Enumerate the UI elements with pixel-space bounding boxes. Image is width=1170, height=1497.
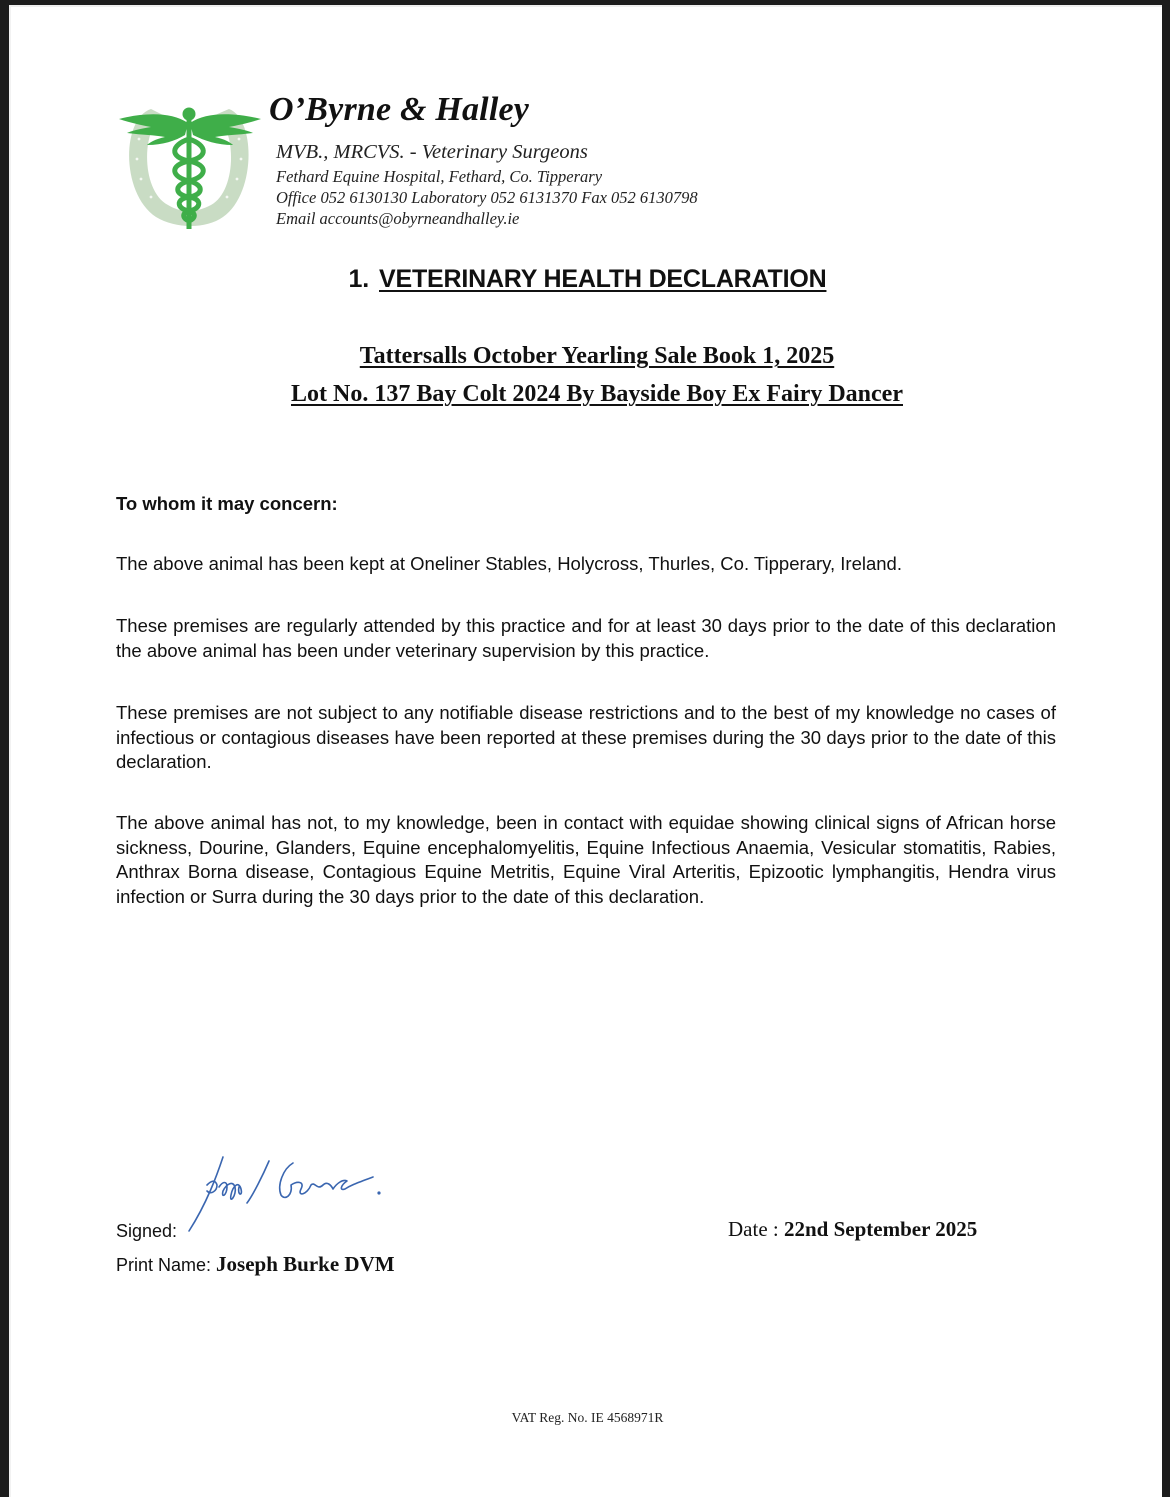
print-name-value: Joseph Burke DVM [216, 1252, 395, 1276]
signature-image [183, 1155, 403, 1235]
section-number: 1. [348, 265, 369, 293]
date-row [728, 1217, 977, 1242]
date-value: 22nd September 2025 [783, 1217, 978, 1241]
title-text: VETERINARY HEALTH DECLARATION [379, 265, 827, 293]
firm-name: O’Byrne & Halley [269, 91, 530, 128]
date-label: Date : [728, 1217, 779, 1241]
vat-registration: VAT Reg. No. IE 4568971R [511, 1410, 664, 1425]
document-title [11, 265, 1164, 294]
salutation: To whom it may concern: [116, 493, 338, 514]
paragraph-premises: The above animal has been kept at Oneliner Stables, Holycross, Thurles, Co. Tipperary, Ireland. [116, 553, 902, 574]
firm-address: Fethard Equine Hospital, Fethard, Co. Tipperary [276, 167, 603, 186]
paragraph-disease-restrictions: These premises are not subject to any notifiable disease restrictions and to the best of my knowledge no cases of infectious or contagious diseases have been reported at these premises during the 30 days prior to the date of this declaration. [116, 702, 1056, 772]
print-name-row [116, 1252, 395, 1277]
caduceus-horseshoe-icon [111, 99, 266, 234]
firm-qualifications: MVB., MRCVS. - Veterinary Surgeons [276, 141, 588, 163]
paragraph-supervision: These premises are regularly attended by this practice and for at least 30 days prior to the date of this declaration the above animal has been under veterinary supervision by this practice. [116, 615, 1056, 661]
print-name-label: Print Name: [116, 1255, 212, 1275]
firm-phones: Office 052 6130130 Laboratory 052 6131370 Fax 052 6130798 [276, 188, 698, 207]
document-page [9, 5, 1162, 1497]
paragraph-contact-declaration: The above animal has not, to my knowledge, been in contact with equidae showing clinical signs of African horse sickness, Dourine, Glanders, Equine encephalomyelitis, Equine Infectious Anaemia, Vesicular stomatitis, Rabies, Anthrax Borna disease, Contagious Equine Metritis, Equine Viral Arteritis, Epizootic lymphangitis, Hendra virus infection or Surra during the 30 days prior to the date of this declaration. [116, 812, 1056, 907]
sale-line: Tattersalls October Yearling Sale Book 1, 2025 [359, 343, 835, 369]
signed-label: Signed: [116, 1221, 178, 1241]
firm-email: Email accounts@obyrneandhalley.ie [276, 209, 520, 228]
lot-line: Lot No. 137 Bay Colt 2024 By Bayside Boy Ex Fairy Dancer [291, 381, 903, 407]
